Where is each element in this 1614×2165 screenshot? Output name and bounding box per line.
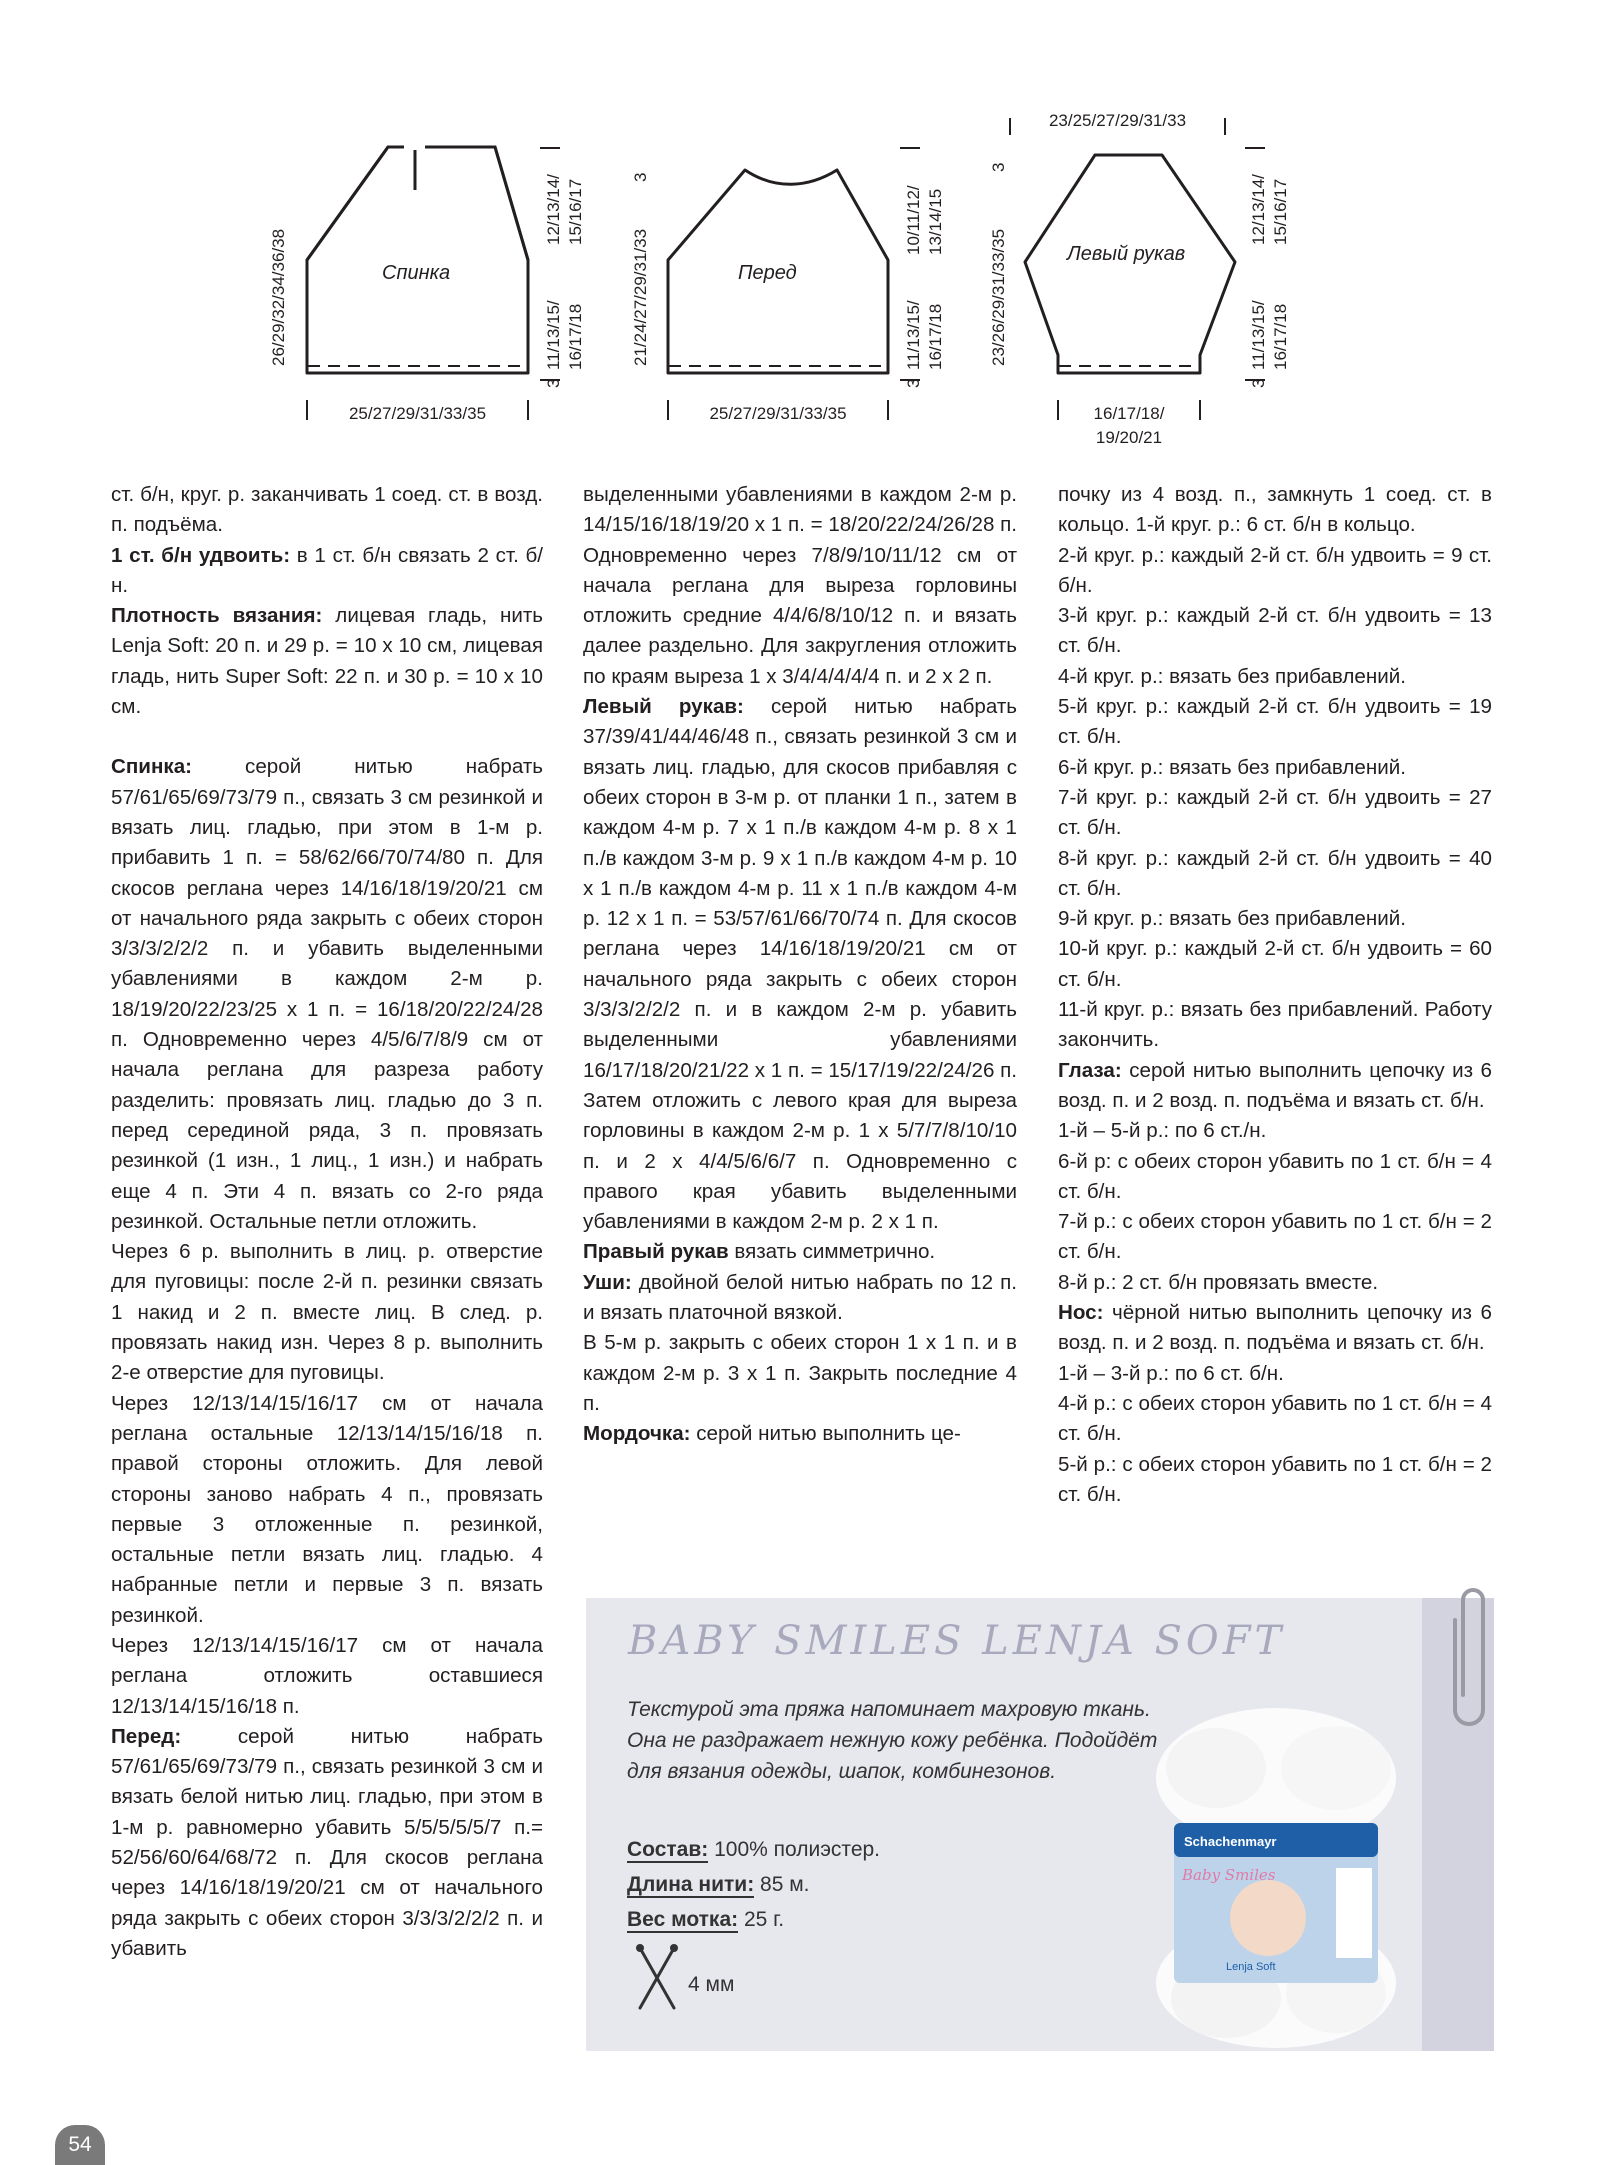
paperclip-icon — [1433, 1580, 1493, 1745]
paragraph-text: Через 12/13/14/15/16/17 см от начала реглана остальные 12/13/14/15/16/18 п. правой стороны отложить. Для левой стороны заново набрать 4 п., провязать первые 3 отложенные п. резинкой, остальные петли вязать лиц. гладью. 4 набранные петли и первые 3 п. вязать резинкой. — [111, 1391, 543, 1627]
back-body-height-1: 11/13/15/ — [544, 300, 563, 370]
paragraph-text: 7-й круг. р.: каждый 2-й ст. б/н удвоить = 27 ст. б/н. — [1058, 785, 1492, 840]
paragraph — [111, 1237, 543, 1388]
yarn-title: BABY SMILES LENJA SOFT — [628, 1618, 1286, 1664]
paragraph — [1058, 1147, 1492, 1208]
paragraph-text: 10-й круг. р.: каждый 2-й ст. б/н удвоить = 60 ст. б/н. — [1058, 937, 1492, 991]
paragraph — [1058, 753, 1492, 783]
paragraph-text: 4-й р.: с обеих сторон убавить по 1 ст. б/н = 4 ст. б/н. — [1058, 1391, 1492, 1446]
paragraph-text: почку из 4 возд. п., замкнуть 1 соед. ст. в кольцо. 1-й круг. р.: 6 ст. б/н в кольцо. — [1058, 483, 1492, 537]
paragraph-text: серой нитью выполнить цепочку из 6 возд. п. и 2 возд. п. подъёма и вязать ст. б/н. — [1058, 1058, 1492, 1112]
yarn-info-box — [586, 1598, 1494, 2051]
back-rib-height: 3 — [544, 378, 563, 388]
paragraph — [1058, 1450, 1492, 1511]
weight-value: 25 г. — [738, 1908, 785, 1931]
paragraph-text: двойной белой нитью набрать по 12 п. и вязать платочной вязкой. — [583, 1270, 1017, 1325]
back-outline — [307, 147, 528, 373]
paragraph — [1058, 934, 1492, 995]
paragraph-text: 2-й круг. р.: каждый 2-й ст. б/н удвоить = 9 ст. б/н. — [1058, 543, 1492, 597]
needle-size: 4 мм — [688, 1973, 735, 1996]
paragraph-text: Через 12/13/14/15/16/17 см от начала реглана отложить оставшиеся 12/13/14/15/16/18 п. — [111, 1633, 543, 1718]
paragraph — [1058, 1268, 1492, 1298]
paragraph-text: серой нитью набрать 37/39/41/44/46/48 п., связать резинкой 3 см и вязать лиц. гладью, для скосов прибавляя с обеих сторон в 3-м р. от планки 1 п., затем в каждом 4-м р. 7 х 1 п./в каждом 4-м р. 8 х 1 п./в каждом 3-м р. 9 х 1 п./в каждом 4-м р. 10 х 1 п./в каждом 4-м р. 11 х 1 п./в каждом 4-м р. 12 х 1 п. = 53/57/61/66/70/74 п. Для скосов реглана через 14/16/18/19/20/21 см от начального ряда закрыть с обеих сторон 3/3/3/2/2/2 п. и в каждом 2-м р. убавить выделенными убавлениями 16/17/18/20/21/22 х 1 п. = 15/17/19/22/24/26 п. Затем отложить с левого края для выреза горловины в каждом 2-м р. 1 х 5/7/7/8/10/10 п. и 2 х 4/4/5/6/6/7 п. Одновременно с правого края убавить выделенными убавлениями в каждом 2-м р. 2 х 1 п. — [583, 695, 1017, 1234]
paragraph-text: 1-й – 3-й р.: по 6 ст. б/н. — [1058, 1361, 1284, 1385]
sleeve-label: Левый рукав — [1067, 243, 1186, 265]
paragraph-text: чёрной нитью выполнить цепочку из 6 возд. п. и 2 возд. п. подъёма и вязать ст. б/н. — [1058, 1301, 1492, 1355]
section-heading: Уши: — [583, 1270, 632, 1294]
paragraph-text: 5-й р.: с обеих сторон убавить по 1 ст. б/н = 2 ст. б/н. — [1058, 1452, 1492, 1506]
sleeve-rib-height: 3 — [1249, 378, 1268, 388]
paragraph — [1058, 1207, 1492, 1268]
sleeve-width-2: 19/20/21 — [1095, 428, 1163, 447]
front-raglan-height-1: 10/11/12/ — [904, 185, 923, 255]
paragraph-text: 8-й круг. р.: каждый 2-й ст. б/н удвоить = 40 ст. б/н. — [1058, 846, 1492, 900]
sleeve-body-height-1: 11/13/15/ — [1249, 300, 1268, 370]
section-heading: 1 ст. б/н удвоить: — [111, 543, 291, 567]
paragraph-text: 6-й р: с обеих сторон убавить по 1 ст. б/н = 4 ст. б/н. — [1058, 1149, 1492, 1203]
paragraph — [583, 1419, 1017, 1449]
front-height-total: 21/24/27/29/31/33 — [631, 228, 650, 366]
pattern-schematics — [0, 0, 1614, 470]
length-spec — [627, 1871, 810, 1899]
section-heading: Перед: — [111, 1724, 182, 1748]
weight-spec — [627, 1906, 784, 1934]
section-heading: Нос: — [1058, 1301, 1104, 1325]
length-label: Длина нити: — [627, 1873, 755, 1896]
paragraph — [1058, 1116, 1492, 1146]
paragraph — [583, 1268, 1017, 1329]
paragraph — [1058, 995, 1492, 1056]
paragraph — [1058, 1298, 1492, 1359]
paragraph — [1058, 692, 1492, 753]
paragraph — [1058, 844, 1492, 905]
paragraph-text: вязать симметрично. — [728, 1240, 936, 1264]
paragraph — [111, 1722, 543, 1964]
paragraph-text: 6-й круг. р.: вязать без прибавлений. — [1058, 755, 1406, 779]
sleeve-body-height-2: 16/17/18 — [1271, 303, 1290, 370]
paragraph — [583, 692, 1017, 1237]
back-raglan-height-1: 12/13/14/ — [544, 174, 563, 245]
sleeve-height-total: 23/26/29/31/33/35 — [989, 228, 1008, 366]
section-heading: Левый рукав: — [583, 695, 744, 719]
paragraph-text: 3-й круг. р.: каждый 2-й ст. б/н удвоить = 13 ст. б/н. — [1058, 604, 1492, 658]
page-number: 54 — [55, 2125, 105, 2165]
paragraph-text: ст. б/н, круг. р. заканчивать 1 соед. ст. в возд. п. подъёма. — [111, 483, 543, 537]
section-heading: Мордочка: — [583, 1422, 691, 1446]
paragraph — [1058, 783, 1492, 844]
back-raglan-height-2: 15/16/17 — [566, 178, 585, 245]
knitting-needles-icon — [634, 1944, 684, 2014]
text-column-1 — [111, 480, 543, 1964]
paragraph — [111, 601, 543, 722]
front-neck-depth: 3 — [631, 172, 650, 182]
sleeve-raglan-height-2: 15/16/17 — [1271, 178, 1290, 245]
skein-line: Baby Smiles — [1182, 1866, 1276, 1884]
paragraph — [583, 480, 1017, 692]
paragraph-text: В 5-м р. закрыть с обеих сторон 1 х 1 п. и в каждом 2-м р. 3 х 1 п. Закрыть последние 4 п. — [583, 1331, 1017, 1415]
sleeve-raglan-height-1: 12/13/14/ — [1249, 174, 1268, 245]
paragraph-text: 9-й круг. р.: вязать без прибавлений. — [1058, 907, 1406, 931]
front-body-height-1: 11/13/15/ — [904, 300, 923, 370]
front-raglan-height-2: 13/14/15 — [926, 188, 945, 255]
composition-value: 100% полиэстер. — [708, 1838, 881, 1861]
section-heading: Спинка: — [111, 755, 193, 779]
yarn-skein-image — [1146, 1708, 1406, 2048]
weight-label: Вес мотка: — [627, 1908, 739, 1931]
schematic-lines — [0, 0, 1614, 470]
paragraph — [583, 1237, 1017, 1267]
front-body-height-2: 16/17/18 — [926, 303, 945, 370]
paragraph-text: серой нитью набрать 57/61/65/69/73/79 п., связать резинкой 3 см и вязать белой нитью лиц. гладью, при этом в 1-м р. равномерно убавить 5/5/5/5/5/7 п.= 52/56/60/64/68/72 п. Для скосов реглана через 14/16/18/19/20/21 см от начального ряда закрыть с обеих сторон 3/3/3/2/2/2 п. и убавить — [111, 1724, 543, 1960]
sleeve-top-offset: 3 — [989, 162, 1008, 172]
section-heading: Правый рукав — [583, 1240, 729, 1264]
paragraph — [1058, 1056, 1492, 1117]
front-width: 25/27/29/31/33/35 — [709, 404, 847, 423]
paragraph — [583, 1328, 1017, 1419]
paragraph — [111, 541, 543, 602]
yarn-description: Текстурой эта пряжа напоминает махровую ткань. Она не раздражает нежную кожу ребёнка. Подойдёт для вязания одежды, шапок, комбинезонов. — [627, 1698, 1158, 1783]
paragraph — [111, 752, 543, 1237]
back-height-total: 26/29/32/34/36/38 — [269, 228, 288, 366]
sleeve-top-width: 23/25/27/29/31/33 — [1048, 111, 1187, 130]
paragraph — [1058, 904, 1492, 934]
sleeve-width-1: 16/17/18/ — [1093, 404, 1165, 423]
skein-brand: Schachenmayr — [1184, 1834, 1277, 1849]
paragraph-text: 7-й р.: с обеих сторон убавить по 1 ст. б/н = 2 ст. б/н. — [1058, 1210, 1492, 1264]
paragraph-text: в 1 ст. б/н связать 2 ст. б/н. — [111, 543, 543, 597]
paragraph-text: лицевая гладь, нить Lenja Soft: 20 п. и 29 р. = 10 х 10 см, лицевая гладь, нить Super Soft: 22 п. и 30 р. = 10 х 10 см. — [111, 604, 543, 719]
paragraph — [1058, 662, 1492, 692]
paragraph-text: серой нитью набрать 57/61/65/69/73/79 п., связать 3 см резинкой и вязать лиц. гладью, при этом в 1-м р. прибавить 1 п. = 58/62/66/70/74/80 п. Для скосов реглана через 14/16/18/19/20/21 см от начального ряда закрыть с обеих сторон 3/3/3/2/2/2 п. и убавить выделенными убавлениями в каждом 2-м р. 18/19/20/22/23/25 х 1 п. = 16/18/20/22/24/28 п. Одновременно через 4/5/6/7/8/9 см от начала реглана для разреза работу разделить: провязать лиц. гладью до 3 п. перед серединой ряда, 3 п. провязать резинкой (1 изн., 1 лиц., 1 изн.) и набрать еще 4 п. Эти 4 п. вязать со 2-го ряда резинкой. Остальные петли отложить. — [111, 755, 543, 1233]
composition-label: Состав: — [627, 1838, 709, 1861]
paragraph — [1058, 541, 1492, 602]
paragraph-text: серой нитью выполнить це- — [690, 1422, 961, 1446]
skein-product: Lenja Soft — [1226, 1961, 1276, 1973]
paragraph — [1058, 601, 1492, 662]
text-column-2 — [583, 480, 1017, 1450]
paragraph-text: 4-й круг. р.: вязать без прибавлений. — [1058, 664, 1406, 688]
paragraph — [111, 1389, 543, 1631]
paragraph-text: 8-й р.: 2 ст. б/н провязать вместе. — [1058, 1270, 1379, 1294]
back-width: 25/27/29/31/33/35 — [348, 404, 487, 423]
paragraph — [1058, 480, 1492, 541]
paragraph — [1058, 1359, 1492, 1389]
length-value: 85 м. — [754, 1873, 810, 1896]
paragraph-text: выделенными убавлениями в каждом 2-м р. 14/15/16/18/19/20 х 1 п. = 18/20/22/24/26/28 п. Одновременно через 7/8/9/10/11/12 см от начала реглана для выреза горловины отложить средние 4/4/6/8/10/12 п. и вязать далее раздельно. Для закругления отложить по краям выреза 1 х 3/4/4/4/4/4 п. и 2 х 2 п. — [583, 483, 1017, 688]
paragraph-text: 1-й – 5-й р.: по 6 ст./н. — [1058, 1119, 1267, 1143]
front-label: Перед — [738, 262, 797, 284]
back-body-height-2: 16/17/18 — [566, 303, 585, 370]
text-column-3 — [1058, 480, 1492, 1510]
paragraph-text: 5-й круг. р.: каждый 2-й ст. б/н удвоить = 19 ст. б/н. — [1058, 695, 1492, 749]
front-rib-height: 3 — [904, 378, 923, 388]
paragraph — [1058, 1389, 1492, 1450]
paragraph-text: 11-й круг. р.: вязать без прибавлений. Работу закончить. — [1058, 998, 1492, 1052]
paragraph-text: Через 6 р. выполнить в лиц. р. отверстие для пуговицы: после 2-й п. резинки связать 1 накид и 2 п. вместе лиц. В след. р. провязать накид изн. Через 8 р. выполнить 2-е отверстие для пуговицы. — [111, 1240, 543, 1385]
section-heading: Глаза: — [1058, 1058, 1122, 1082]
section-heading: Плотность вязания: — [111, 604, 323, 628]
paragraph — [111, 480, 543, 541]
paragraph — [111, 1631, 543, 1722]
composition-spec — [627, 1836, 880, 1864]
back-label: Спинка — [382, 262, 451, 284]
